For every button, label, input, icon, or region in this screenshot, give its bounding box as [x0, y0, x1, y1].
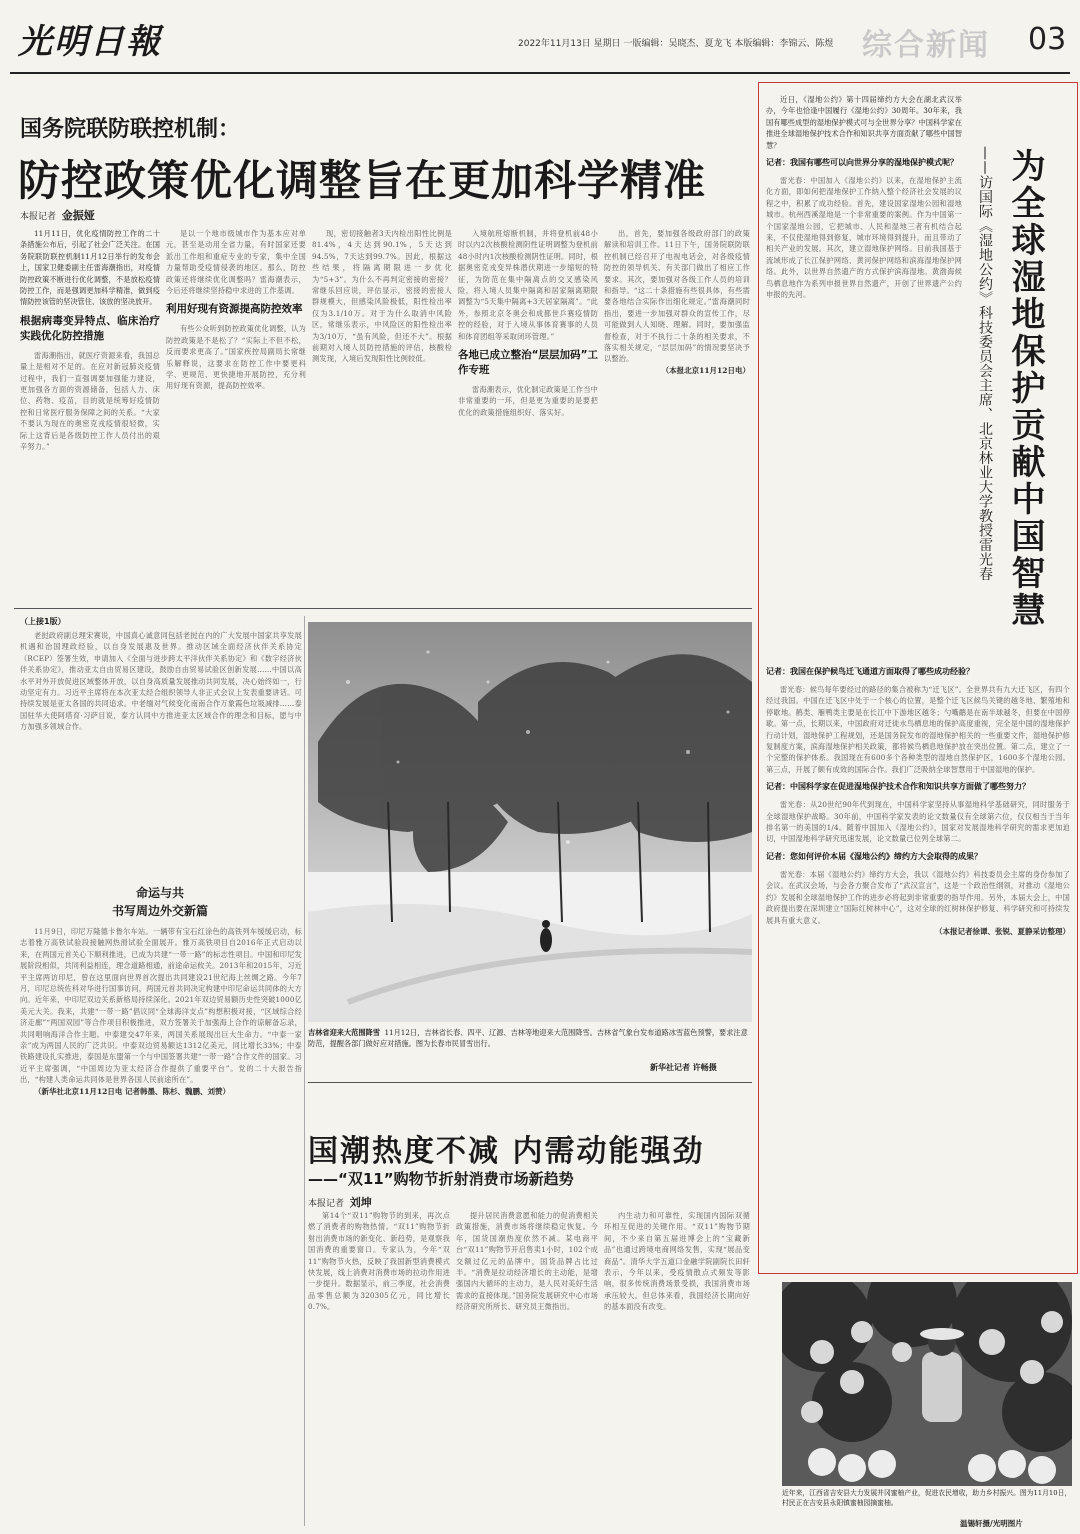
pomelo-harvest-image [782, 1282, 1072, 1486]
interview-headline[interactable]: 为全球湿地保护贡献中国智慧 [1005, 148, 1045, 629]
masthead [10, 8, 1070, 74]
pomelo-photo [782, 1282, 1072, 1486]
newspaper-logo: 光明日報 [18, 22, 162, 62]
interview-column-bottom: 记者：我国在保护候鸟迁飞通道方面取得了哪些成功经验？ 雷光春：候鸟每年要经过的路径的集合被称为“迁飞区”。全世界共有九大迁飞区，有四个经过我国。中国在迁飞区中处于一个核心的位置，是整个迁飞区候鸟关键的越冬地、繁殖地和停歇地。鹤类、雁鸭类主要是在长江中下游地区越冬；勺嘴鹬是在南半球越冬，但要在中国停歇。第一点，长期以来，中国政府对迁徙水鸟栖息地的保护高度重视，完全是中国的湿地保护行动计划，湿地保护工程规划，还是国务院发布的湿地保护相关的一些重要文件，湿地保护修复制度方案，滨海湿地保护相关政策，都将候鸟栖息地保护放在突出位置。第二点，建立了一个完整的保护体系。我国现在有600多个各种类型的湿地自然保护区，1600多个湿地公园。第三点，开展了颇有成效的国际合作。我们广泛吸纳全球智慧用于中国湿地的保护。 记者：中国科学家在促进湿地保护技术合作和知识共享方面做了哪些努力？ 雷光春：从20世纪90年代到现在，中国科学家坚持从事湿地科学基础研究，同时服务于全球湿地保护战略。30年前，中国科学家发表的论文数量仅有全球第六位，仅仅相当于当年排名第一的美国的1/4。随着中国加入《湿地公约》，国家对发展湿地科学研究的需求更加迫切，中国湿地科学研究迅速发展，论文数量已位列全球第二。 记者：您如何评价本届《湿地公约》缔约方大会取得的成果？ 雷光春：本届《湿地公约》缔约方大会，我以《湿地公约》科技委员会主席的身份参加了会议。在武汉会场，与会各方聚合发布了“武汉宣言”，这是一个政治性纲领，对推动《湿地公约》发展和全球湿地保护工作的进步必将起到非常重要的指导作用。另外，本届大会上，中国政府提出要在深圳建立“国际红树林中心”，这对全球的红树林保护修复、科学研究和可持续发展具有重大意义。 （本报记者徐谭、张锐、夏静采访整理） [766, 667, 1070, 936]
column-divider [304, 616, 305, 1526]
lead-column-5: 出，首先，要加强各级政府部门的政策解读和培训工作。11日下午，国务院联防联控机制已经召开了电视电话会，对各级疫情防控的领导机关、有关部门做出了相应工作要求。其次，要加强对各级工作人员的培训和指导。“这二十条措施有些很具体，有些需要各地结合实际作出细化规定。”雷海潮同时指出，要进一步加强对群众的宣传工作，尽可能做到人人知晓、理解。同时，要加强监督检查，对于不执行二十条的相关要求，不落实相关规定，“层层加码”的情况要坚决予以整治。 （本报北京11月12日电） [604, 229, 750, 375]
interview-question-2: 记者：我国在保护候鸟迁飞通道方面取得了哪些成功经验？ [766, 667, 974, 676]
section-name: 综合新闻 [862, 28, 990, 63]
second-column-3: 内生动力和可靠性，实现国内国际双循环相互促进的关键作用。“双11”购物节期间，不少来自第五届进博会上的“宝藏新品”也通过跨境电商网络发售，实现“展品变商品”。清华大学五道口金融学院副院长田轩表示，今年以来，受疫情散点式频发等影响，很多传统消费场景受损，我国消费市场承压较大。但总体来看，我国经济长期向好的基本面没有改变。 [604, 1211, 750, 1312]
second-column-2: 提升居民消费意愿和能力的促消费相关政策措施，消费市场将继续稳定恢复。今年，国货国潮热度依然不减。某电商平台“双11”购物节开启售卖1小时，102个成交额过亿元的品牌中，国货品牌占比过半。“消费是拉动经济增长的主动能，是增强国内大循环的主动力，是人民对美好生活需求的直接体现。”国务院发展研究中心市场经济研究所所长、研究员王微指出。 [456, 1211, 598, 1312]
interview-dateline: （本报记者徐谭、张锐、夏静采访整理） [935, 926, 1070, 936]
snow-photo-credit: 新华社记者 许畅摄 [650, 1063, 717, 1072]
page-number: 03 [1028, 22, 1067, 57]
lead-subhead-4: 各地已成立整治“层层加码”工作专班 [458, 349, 598, 377]
interview-column-top: 近日，《湿地公约》第十四届缔约方大会在湖北武汉举办，今年也恰逢中国履行《湿地公约》30周年。30年来，我国有哪些成型的湿地保护模式可与全世界分享？中国科学家在推进全球湿地保护技术合作和知识共享方面贡献了哪些中国智慧？ 记者：我国有哪些可以向世界分享的湿地保护模式呢？ 雷光春：中国加入《湿地公约》以来，在湿地保护主流化方面，即如何把湿地保护工作纳入整个经济社会发展的议程之中，积累了成功经验。首先，建设国家湿地公园和湿地城市。杭州西溪湿地是一个非常重要的案例。作为中国第一个国家湿地公园，它把城市、人民和湿地三者有机结合起来，不仅使湿地得到修复，城市环境得到提升，而且带动了相关产业的发展。其次，建立湿地保护网络。目前我国基于流域形成了长江保护网络、黄河保护网络和滨海湿地保护网络。此外，以世界自然遗产的方式保护滨海湿地。黄渤海候鸟栖息地作为系列申报世界自然遗产，开创了世界遗产公约申报的先河。 [766, 95, 962, 300]
interview-question-3: 记者：中国科学家在促进湿地保护技术合作和知识共享方面做了哪些努力？ [766, 782, 1030, 792]
lead-headline[interactable]: 防控政策优化调整旨在更加科学精准 [18, 156, 707, 205]
continued-subhead: 命运与共 书写周边外交新篇 [111, 886, 208, 918]
interview-subheadline: ——访国际《湿地公约》科技委员会主席、北京林业大学教授雷光春 [977, 146, 993, 581]
lead-paragraph: 11月11日，优化疫情防控工作的二十条措施公布后，引起了社会广泛关注。在国务院联防联控机制11月12日举行的发布会上，国家卫健委副主任雷海潮指出，对疫情防控政策不断进行优化调整，不是放松疫情防控工作，而是强调更加科学精准，做到疫情防控该管的坚决管住、该放的坚决放开。 [20, 229, 160, 307]
second-column-1: 第14个“双11”购物节的到来，再次点燃了消费者的购物热情。“双11”购物节折射出消费市场的新变化、新趋势，是观察我国消费的重要窗口。专家认为，今年“双11”购物节火热，反映了我国新型消费模式快发展，线上消费对消费市场的拉动作用进一步提升。数据显示，前三季度，社会消费品零售总额为320305亿元，同比增长0.7%。 [308, 1211, 450, 1312]
interview-intro: 近日，《湿地公约》第十四届缔约方大会在湖北武汉举办，今年也恰逢中国履行《湿地公约》30周年。30年来，我国有哪些成型的湿地保护模式可与全世界分享？中国科学家在推进全球湿地保护技术合作和知识共享方面贡献了哪些中国智慧？ [766, 95, 962, 150]
continued-column-top: 老挝政府副总理宋赛说，中国真心诚意同包括老挝在内的广大发展中国家共享发展机遇和治国理政经验，以自身发展惠及世界。推动区域全面经济伙伴关系协定（RCEP）签署生效，申请加入《全面与进步跨太平洋伙伴关系协定》和《数字经济伙伴关系协定》，推动亚太自由贸易区建设，鼓励自由贸易试验区创新发展……中国以高水平对外开放促进区域整体开放，以自身高质量发展推动共同发展，决心始终如一，行动坚定有力。习近平主席将在本次亚太经合组织领导人非正式会议上发表重要讲话。可持续发展是亚太各国的共同追求。中老缅对气候变化南南合作万象霞色垃圾减排……泰国驻华大使阿塔育·习萨目说，泰方认同中方推进亚太区域合作的理念和目标，愿与中方加强多领域合作。 [20, 631, 302, 732]
snow-photo-caption: 吉林省迎来大范围降雪 11月12日，吉林省长春、四平、辽源、吉林等地迎来大范围降雪。吉林省气象台发布道路冰雪蓝色预警，要求注意防范，提醒各部门做好应对措施。图为长春市民冒雪出行。 [308, 1028, 748, 1048]
lead-byline: 本报记者 金振娅 [20, 209, 95, 222]
lead-subhead-1: 根据病毒变异特点、临床治疗实践优化防控措施 [20, 314, 160, 342]
continued-column-bottom: 11月9日，印尼万隆德卡鲁尔车站。一辆带有宝石红涂色的高铁列车缓缓启动，标志着雅万高铁试验段接触网热滑试验全面展开。雅万高铁项目自2016年正式启动以来，在两国元首关心下顺利推进，已成为共建“一带一路”的标志性项目。中国和印尼发展阶段相似，共同利益相连，理念道路相通，前途命运攸关。2013年和2015年，习近平主席两访印尼，曾在这里面向世界首次提出共同建设21世纪海上丝绸之路。今年7月，印尼总统佐科对华进行国事访问，两国元首共同决定构建中印尼命运共同体的大方向。近年来，中印尼双边关系新格局持续深化。2021年双边贸易额历史性突破1000亿美元大关。我来，共建“一带一路”倡议同“全球海洋支点”构想积极对接，“区域综合经济走廊”“两国双园”等合作项目积极推进，双方签署关于加强海上合作的谅解备忘录，共同唱响海洋合作主题。中泰建交47年来，两国关系展现出巨大生命力。“中泰一家亲”成为两国人民的广泛共识。中泰双边贸易额达1312亿美元，同比增长33%；中泰铁路建设扎实推进，泰国是东盟第一个与中国签署共建“一带一路”合作文件的国家。习近平主席强调，“中国周边为亚太经济合作提供了重要平台”。党的二十大报告指出，“构建人类命运共同体是世界各国人民前途所在”。 （新华社北京11月12日电 记者韩墨、陈杉、魏鹏、刘赞） [20, 927, 302, 1096]
pomelo-photo-caption: 近年来，江西省吉安县大力发展井冈蜜柚产业，促进农民增收，助力乡村振兴。图为11月10日，村民正在吉安县永阳镇蜜柚园摘蜜柚。 [782, 1489, 1072, 1507]
snow-scene-image [308, 622, 752, 1022]
rule-photo [308, 1082, 752, 1083]
second-headline[interactable]: 国潮热度不减 内需动能强劲 [308, 1134, 705, 1169]
rule-mid [14, 608, 752, 609]
interview-question-1: 记者：我国有哪些可以向世界分享的湿地保护模式呢？ [766, 158, 958, 168]
continued-tag: （上接1版） [20, 617, 66, 626]
lead-subhead-2: 利用好现有资源提高防控效率 [166, 303, 303, 316]
lead-column-2: 是以一个地市级城市作为基本应对单元，甚至是动用全省力量，有时国家还要派出工作组和重症专业的专家，集中全国力量帮助受疫情侵袭的地区。那么，防控政策还将继续优化调整吗？雷海潮表示，今后还将继续坚持稳中求进的工作基调。 利用好现有资源提高防控效率 有些公众听到防控政策优化调整，认为防控政策是不是松了？“实际上不但不松，反而要求更高了。”国家疾控局副局长常继乐解释说，这要求在防控工作中要更科学、更规范、更快捷地开展防控，充分利用好现有资源，提高防控效率。 [166, 229, 306, 391]
lead-column-1: 11月11日，优化疫情防控工作的二十条措施公布后，引起了社会广泛关注。在国务院联防联控机制11月12日举行的发布会上，国家卫健委副主任雷海潮指出，对疫情防控政策不断进行优化调整，不是放松疫情防控工作，而是强调更加科学精准，做到疫情防控该管的坚决管住、该放的坚决放开。 根据病毒变异特点、临床治疗实践优化防控措施 雷海潮指出，就医疗资源来看，我国总量上是相对不足的。在应对新冠肺炎疫情过程中，我们一直强调要加强能力建设，更加强各方面的资源储备，包括人力、床位、药物、疫苗，目的就是统筹好疫情防控和日常医疗服务保障之间的关系。“大家不要认为现在的奥密克戎疫情很轻微，实际上这背后是各级防控工作人员付出的艰辛努力。” [20, 229, 160, 452]
interview-question-4: 记者：您如何评价本届《湿地公约》缔约方大会取得的成果？ [766, 851, 982, 861]
lead-column-4: 入境航班熔断机制，并将登机前48小时以内2次核酸检测阴性证明调整为登机前48小时内1次核酸检测阴性证明。同时，根据奥密克戎变异株潜伏期进一步缩短的特征，为防范在集中隔离点的交叉感染风险，将入境人员集中隔离和居家隔离期限调整为“5天集中隔离+3天居家隔离”。“此外，参照北京冬奥会和成都世乒赛疫情防控的经验，对于入境从事体育赛事的人员和体育团组等采取闭环管理。” 各地已成立整治“层层加码”工作专班 雷海潮表示，优化制定政策是工作当中非常重要的一环，但是更为重要的是要把优化的政策措施组织好、落实好。 [458, 229, 598, 417]
second-subheadline: ——“双11”购物节折射消费市场新趋势 [308, 1170, 574, 1188]
continued-dateline: （新华社北京11月12日电 记者韩墨、陈杉、魏鹏、刘赞） [34, 1086, 230, 1096]
snow-photo [308, 622, 752, 1022]
second-byline: 本报记者 刘坤 [308, 1196, 372, 1209]
lead-kicker: 国务院联防联控机制： [20, 117, 241, 142]
pomelo-photo-credit: 温锡轩摄/光明图片 [960, 1519, 1023, 1528]
issue-info: 2022年11月13日 星期日 一版编辑：吴晓杰、夏龙飞 本版编辑：李锦云、陈煜 [518, 39, 834, 49]
lead-column-3: 现，密切接触者3天内检出阳性比例是81.4%，4天达到90.1%，5天达到94.5%，7天达到99.7%。因此，根据这些结果，将隔离期限进一步优化为“5+3”。为什么不再判定密接的密接？常继乐回应说，评估显示，密接的密接人群规模大，但感染风险极低，阳性检出率仅为3.1/10万。对于为什么取消中风险区，常继乐表示，中风险区的阳性检出率为3/10万，“虽有风险，但还不大”。根据前期对入境人员防控措施的评估，核酸检测发现，入境后发现阳性比例较低。 [312, 229, 452, 364]
lead-dateline: （本报北京11月12日电） [661, 365, 750, 375]
